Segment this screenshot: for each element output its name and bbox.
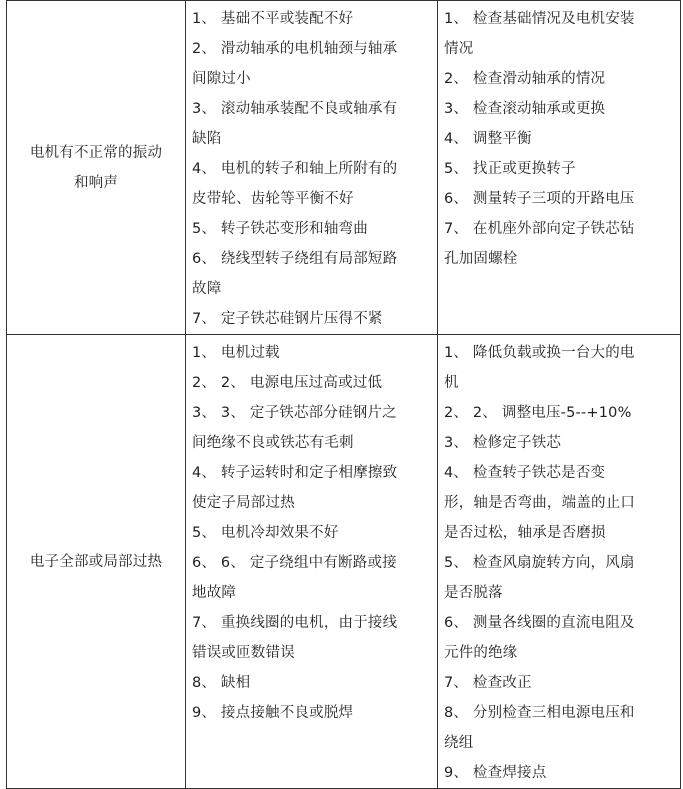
- fix-text: 情况: [444, 41, 474, 57]
- cause-item: [192, 214, 431, 244]
- fix-text: 3、 检查滚动轴承或更换: [444, 101, 606, 117]
- fix-text: 是否过松，轴承是否磨损: [444, 525, 606, 541]
- fix-text: 3、 检修定子铁芯: [444, 435, 562, 451]
- symptom-cell: [7, 1, 186, 335]
- cause-text: 间绝缘不良或铁芯有毛刺: [192, 435, 354, 451]
- symptom-line: 电机有不正常的振动: [29, 144, 163, 161]
- cause-text: 3、 3、 定子铁芯部分硅钢片之: [192, 405, 397, 421]
- cause-item: [192, 244, 431, 304]
- cause-item: [192, 4, 431, 34]
- cause-cell: [186, 335, 438, 789]
- fix-text: 4、 调整平衡: [444, 131, 532, 147]
- cause-item: [192, 698, 431, 728]
- cause-text: 使定子局部过热: [192, 495, 295, 511]
- fix-text: 9、 检查焊接点: [444, 765, 547, 781]
- cause-text: 4、 电机的转子和轴上所附有的: [192, 161, 398, 177]
- fix-text: 2、 检查滑动轴承的情况: [444, 71, 606, 87]
- cause-text: 4、 转子运转时和定子相摩擦致: [192, 465, 398, 481]
- cause-item: [192, 304, 431, 334]
- cause-text: 7、 重换线圈的电机，由于接线: [192, 615, 398, 631]
- cause-item: [192, 338, 431, 368]
- cause-text: 9、 接点接触不良或脱焊: [192, 705, 354, 721]
- cause-text: 1、 电机过载: [192, 345, 280, 361]
- fix-text: 孔加固螺栓: [444, 251, 518, 267]
- symptom-line: 和响声: [73, 174, 119, 191]
- cause-text: 6、 绕线型转子绕组有局部短路: [192, 251, 398, 267]
- fix-text: 2、 2、 调整电压-5--+10%: [444, 405, 632, 421]
- cause-text: 皮带轮、齿轮等平衡不好: [192, 191, 354, 207]
- fix-text: 绕组: [444, 735, 474, 751]
- cause-text: 错误或匝数错误: [192, 645, 295, 661]
- cause-text: 2、 滑动轴承的电机轴颈与轴承: [192, 41, 398, 57]
- fix-item: [444, 758, 674, 788]
- fix-item: [444, 4, 674, 64]
- fix-item: [444, 668, 674, 698]
- fix-text: 是否脱落: [444, 585, 503, 601]
- cause-text: 5、 电机冷却效果不好: [192, 525, 339, 541]
- fix-item: [444, 94, 674, 124]
- cause-text: 3、 滚动轴承装配不良或轴承有: [192, 101, 398, 117]
- fix-item: [444, 154, 674, 184]
- cause-text: 5、 转子铁芯变形和轴弯曲: [192, 221, 368, 237]
- fix-text: 5、 找正或更换转子: [444, 161, 576, 177]
- cause-item: [192, 368, 431, 398]
- fix-text: 机: [444, 375, 459, 391]
- fix-item: [444, 124, 674, 154]
- symptom-line: 电子全部或局部过热: [29, 553, 163, 570]
- cause-text: 间隙过小: [192, 71, 251, 87]
- cause-text: 8、 缺相: [192, 675, 251, 691]
- fix-item: [444, 398, 674, 428]
- fix-text: 元件的绝缘: [444, 645, 518, 661]
- fix-text: 7、 在机座外部向定子铁芯钻: [444, 221, 635, 237]
- cause-text: 6、 6、 定子绕组中有断路或接: [192, 555, 397, 571]
- fix-text: 1、 检查基础情况及电机安装: [444, 11, 635, 27]
- cause-text: 地故障: [192, 585, 237, 601]
- fix-item: [444, 214, 674, 274]
- fix-text: 7、 检查改正: [444, 675, 532, 691]
- fix-item: [444, 428, 674, 458]
- table-row: [7, 1, 681, 335]
- fix-item: [444, 548, 674, 608]
- cause-item: [192, 548, 431, 608]
- cause-item: [192, 668, 431, 698]
- fix-text: 8、 分别检查三相电源电压和: [444, 705, 635, 721]
- fix-text: 6、 测量各线圈的直流电阻及: [444, 615, 635, 631]
- cause-item: [192, 608, 431, 668]
- table-row: [7, 335, 681, 789]
- cause-text: 缺陷: [192, 131, 222, 147]
- fix-cell: [438, 335, 681, 789]
- fix-item: [444, 458, 674, 548]
- cause-item: [192, 398, 431, 458]
- fix-text: 1、 降低负载或换一台大的电: [444, 345, 635, 361]
- fix-cell: [438, 1, 681, 335]
- fix-text: 形，轴是否弯曲，端盖的止口: [444, 495, 636, 511]
- cause-item: [192, 154, 431, 214]
- fix-item: [444, 64, 674, 94]
- cause-cell: [186, 1, 438, 335]
- cause-item: [192, 34, 431, 94]
- cause-text: 1、 基础不平或装配不好: [192, 11, 354, 27]
- cause-text: 7、 定子铁芯硅钢片压得不紧: [192, 311, 383, 327]
- symptom-cell: [7, 335, 186, 789]
- cause-text: 故障: [192, 281, 222, 297]
- cause-item: [192, 94, 431, 154]
- fix-item: [444, 698, 674, 758]
- fault-table: [6, 0, 681, 789]
- fix-item: [444, 184, 674, 214]
- fix-text: 4、 检查转子铁芯是否变: [444, 465, 606, 481]
- fix-item: [444, 338, 674, 398]
- fix-text: 6、 测量转子三项的开路电压: [444, 191, 635, 207]
- fix-item: [444, 608, 674, 668]
- cause-item: [192, 518, 431, 548]
- cause-item: [192, 458, 431, 518]
- fix-text: 5、 检查风扇旋转方向，风扇: [444, 555, 635, 571]
- cause-text: 2、 2、 电源电压过高或过低: [192, 375, 383, 391]
